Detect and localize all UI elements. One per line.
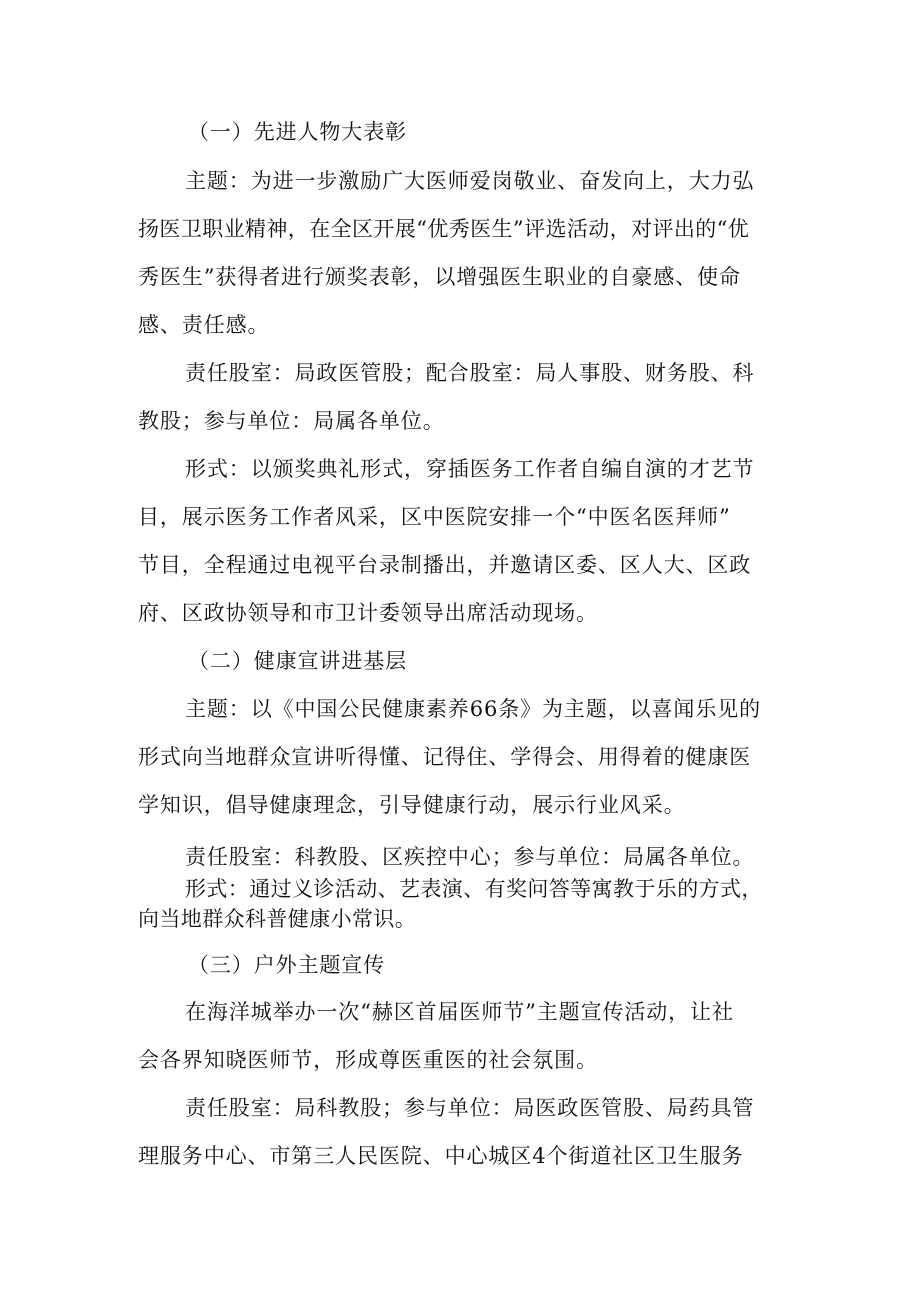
paragraph-line: 感、责任感。 xyxy=(138,313,270,337)
paragraph-line: 责任股室：局政医管股；配合股室：局人事股、财务股、科 xyxy=(185,361,755,385)
paragraph-line: 责任股室：科教股、区疾控中心；参与单位：局属各单位。 xyxy=(185,845,755,869)
paragraph-line: 主题：为进一步激励广大医师爱岗敬业、奋发向上，大力弘 xyxy=(185,169,755,193)
paragraph-line: 府、区政协领导和市卫计委领导出席活动现场。 xyxy=(138,601,598,625)
paragraph-line: 形式：通过义诊活动、艺表演、有奖问答等寓教于乐的方式， xyxy=(185,877,763,901)
paragraph-line: 扬医卫职业精神，在全区开展“优秀医生”评选活动，对评出的“优 xyxy=(138,217,750,241)
paragraph-line: 理服务中心、市第三人民医院、中心城区4个街道社区卫生服务 xyxy=(138,1144,744,1168)
paragraph-line: 节目，全程通过电视平台录制播出，并邀请区委、区人大、区政 xyxy=(138,553,752,577)
paragraph-line: 向当地群众科普健康小常识。 xyxy=(138,907,417,931)
paragraph-line: 形式：以颁奖典礼形式，穿插医务工作者自编自演的才艺节 xyxy=(185,457,755,481)
paragraph-line: 教股；参与单位：局属各单位。 xyxy=(138,409,445,433)
paragraph-line: 在海洋城举办一次“赫区首届医师节”主题宣传活动，让社 xyxy=(185,1000,734,1024)
paragraph-line: 主题：以《中国公民健康素养66条》为主题，以喜闻乐见的 xyxy=(185,697,762,721)
paragraph-line: 目，展示医务工作者风采，区中医院安排一个“中医名医拜师” xyxy=(138,505,731,529)
paragraph-line: 责任股室：局科教股；参与单位：局医政医管股、局药具管 xyxy=(185,1096,755,1120)
paragraph-line: 秀医生”获得者进行颁奖表彰，以增强医生职业的自豪感、使命 xyxy=(138,265,741,289)
section-heading-1: （一）先进人物大表彰 xyxy=(188,120,407,144)
section-heading-2: （二）健康宣讲进基层 xyxy=(188,649,407,673)
paragraph-line: 学知识，倡导健康理念，引导健康行动，展示行业风采。 xyxy=(138,793,686,817)
paragraph-line: 形式向当地群众宣讲听得懂、记得住、学得会、用得着的健康医 xyxy=(138,745,752,769)
section-heading-3: （三）户外主题宣传 xyxy=(188,953,386,977)
paragraph-line: 会各界知晓医师节，形成尊医重医的社会氛围。 xyxy=(138,1048,598,1072)
